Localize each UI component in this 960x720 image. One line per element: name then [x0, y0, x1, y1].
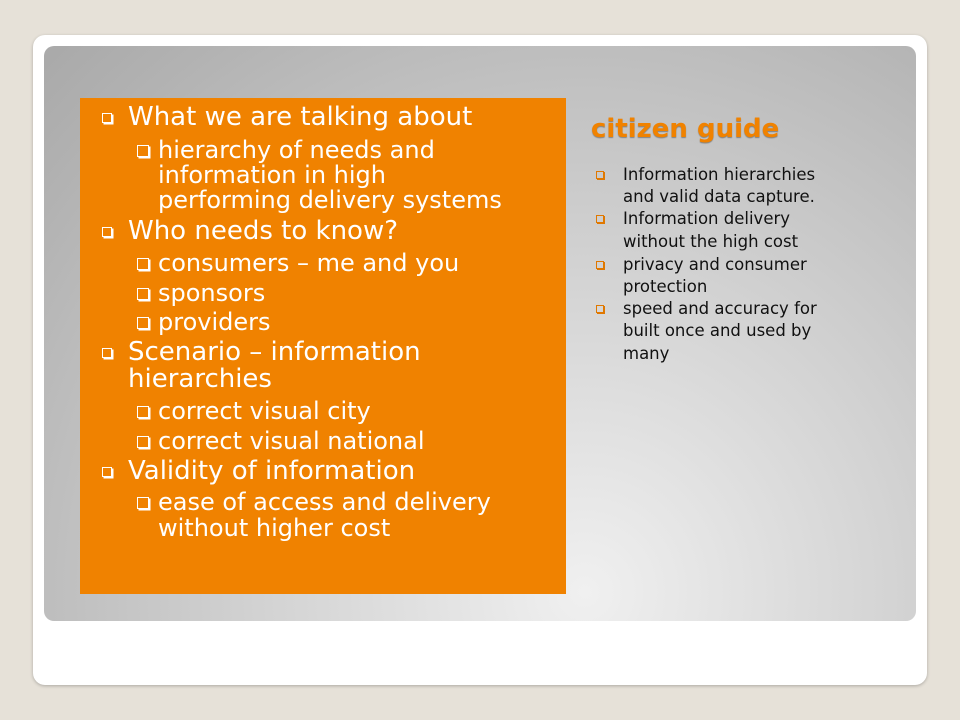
list-subitem-text: without higher cost	[158, 514, 391, 542]
list-subitem-text: ease of access and delivery	[158, 488, 491, 516]
checkbox-bullet-icon	[137, 406, 149, 418]
list-item-text: without the high cost	[623, 232, 799, 251]
list-subitem-text: correct visual city	[158, 397, 371, 425]
list-item-text: Information delivery	[623, 209, 791, 228]
list-item-text: built once and used by	[623, 321, 812, 340]
checkbox-bullet-icon	[596, 261, 604, 269]
slide-title: citizen guide	[591, 114, 780, 144]
list-item-text: Who needs to know?	[128, 216, 399, 246]
list-item-text: What we are talking about	[128, 102, 473, 132]
list-item-text: and valid data capture.	[623, 187, 815, 206]
checkbox-bullet-icon	[102, 113, 112, 123]
list-item-text: speed and accuracy for	[623, 299, 817, 318]
checkbox-bullet-icon	[596, 171, 604, 179]
checkbox-bullet-icon	[102, 348, 112, 358]
list-subitem-text: hierarchy of needs and	[158, 136, 435, 164]
list-subitem-text: correct visual national	[158, 427, 425, 455]
list-subitem-text: performing delivery systems	[158, 186, 502, 214]
list-subitem-text: providers	[158, 308, 271, 336]
checkbox-bullet-icon	[137, 288, 149, 300]
checkbox-bullet-icon	[137, 436, 149, 448]
list-item-text: privacy and consumer	[623, 255, 807, 274]
list-item-text: protection	[623, 277, 708, 296]
list-item-text: Scenario – information	[128, 337, 421, 367]
list-item-text: Information hierarchies	[623, 165, 816, 184]
list-item-text: hierarchies	[128, 364, 272, 394]
list-item-text: many	[623, 344, 670, 363]
list-subitem-text: consumers – me and you	[158, 249, 460, 277]
checkbox-bullet-icon	[137, 317, 149, 329]
list-item-text: Validity of information	[128, 456, 416, 486]
list-subitem-text: information in high	[158, 161, 386, 189]
checkbox-bullet-icon	[137, 497, 149, 509]
checkbox-bullet-icon	[137, 258, 149, 270]
checkbox-bullet-icon	[596, 215, 604, 223]
content-box	[80, 98, 566, 594]
checkbox-bullet-icon	[102, 227, 112, 237]
list-subitem-text: sponsors	[158, 279, 266, 307]
checkbox-bullet-icon	[102, 467, 112, 477]
checkbox-bullet-icon	[137, 145, 149, 157]
checkbox-bullet-icon	[596, 305, 604, 313]
